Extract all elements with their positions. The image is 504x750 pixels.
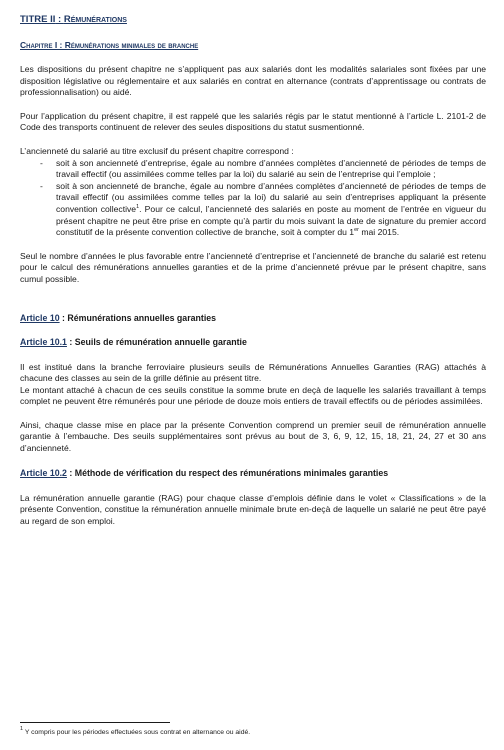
- dash-bullet: -: [40, 180, 43, 191]
- title-heading: [20, 14, 486, 26]
- article-10-2-heading: [20, 467, 486, 479]
- dash-bullet: -: [40, 157, 43, 168]
- article-10-heading: [20, 312, 486, 324]
- footnote-reference[interactable]: 1: [136, 203, 140, 210]
- article-10-title: : Rémunérations annuelles garanties: [59, 312, 217, 323]
- title-separator: :: [55, 14, 64, 25]
- list-item: [42, 158, 486, 181]
- paragraph-rag-seuils: Ainsi, chaque classe mise en place par la présente Convention comprend un premier seuil de rémunération annuelle garantie à l’embauche. Des seuils supplémentaires sont prévus au bout de 3, 6, 9, 12, 15, 18, 21, 24, 27 et 30 ans d’ancienneté.: [20, 419, 486, 454]
- footnote-text: Y compris pour les périodes effectuées sous contrat en alternance ou aidé.: [24, 729, 251, 736]
- article-10-1-link[interactable]: Article 10.1: [20, 336, 67, 347]
- footnote-divider: [20, 722, 170, 723]
- paragraph-rag-definition: La rémunération annuelle garantie (RAG) pour chaque classe d’emplois définie dans le volet « Classifications » de la présente Convention, constitue la rémunération annuelle minimale brute en-deçà de laquelle un salarié ne peut être payé au regard de son emploi.: [20, 492, 486, 526]
- article-10-1-heading: [20, 336, 486, 348]
- article-10-1-title: : Seuils de rémunération annuelle garantie: [66, 336, 247, 347]
- list-item: [42, 181, 486, 239]
- list-item-text: soit à son ancienneté d’entreprise, égale au nombre d’années complètes d’ancienneté de périodes de temps de travail effectif (ou assimilées comme telles par la loi) du salarié au sein de l’entreprise qui l’emploie ;: [56, 157, 486, 180]
- article-10-2-link[interactable]: Article 10.2: [20, 467, 67, 478]
- footnote: [20, 728, 250, 737]
- paragraph-rag-montant: Le montant attaché à chacun de ces seuils constitue la somme brute en deçà de laquelle les salariés travaillant à temps complet ne peuvent être rémunérés pour une période de douze mois entiers de travail effectifs ou de périodes assimilées.: [20, 384, 486, 407]
- article-10-link[interactable]: Article 10: [20, 312, 60, 323]
- paragraph-scope: Les dispositions du présent chapitre ne s’appliquent pas aux salariés dont les modalités salariales sont fixées par une disposition législative ou réglementaire et aux salariés en contrat en alternance (contrats d’apprentissage ou contrats de professionnalisation) ou aidé.: [20, 64, 486, 98]
- paragraph-rag-institution: Il est institué dans la branche ferroviaire plusieurs seuils de Rémunérations Annuelles Garanties (RAG) attachés à chacune des classes au sein de la grille définie au présent titre.: [20, 361, 486, 384]
- article-10-2-title: : Méthode de vérification du respect des rémunérations minimales garanties: [66, 467, 389, 478]
- footnote-mark: 1: [20, 726, 24, 732]
- anciennete-list: [20, 158, 486, 239]
- list-item-text-a: soit à son ancienneté de branche, égale au nombre d’années complètes d’ancienneté de périodes de temps de travail effectif (ou assimilées comme telles par la loi) du salarié au sein d’entreprises appliquant la présente convention collective: [56, 180, 486, 214]
- paragraph-cumul: Seul le nombre d’années le plus favorable entre l’ancienneté d’entreprise et l’ancienneté de branche du salarié est retenu pour le calcul des rémunérations annuelles garanties et de la prime d’ancienneté prévue par le présent chapitre, sans cumul possible.: [20, 250, 486, 284]
- title-text: Rémunérations: [63, 14, 127, 25]
- ordinal-superscript: er: [354, 227, 359, 234]
- list-item-text-b: . Pour ce calcul, l’ancienneté des salariés en poste au moment de l’entrée en vigueur du présent chapitre ne peut être prise en compte qu’à partir du mois suivant la date de signature du premier accord constitutif de la présente convention collective de branche, soit à compter du 1: [56, 203, 486, 238]
- paragraph-anciennete-intro: L’ancienneté du salarié au titre exclusif du présent chapitre correspond :: [20, 145, 294, 156]
- title-label: TITRE II: [20, 14, 56, 25]
- paragraph-statut: Pour l’application du présent chapitre, il est rappelé que les salariés régis par le statut mentionné à l’article L. 2101-2 de Code des transports continuent de relever des seules dispositions du statut susmentionné.: [20, 110, 486, 133]
- chapter-heading: Chapitre I : Rémunérations minimales de branche: [20, 40, 199, 50]
- list-item-text-c: mai 2015.: [358, 227, 400, 238]
